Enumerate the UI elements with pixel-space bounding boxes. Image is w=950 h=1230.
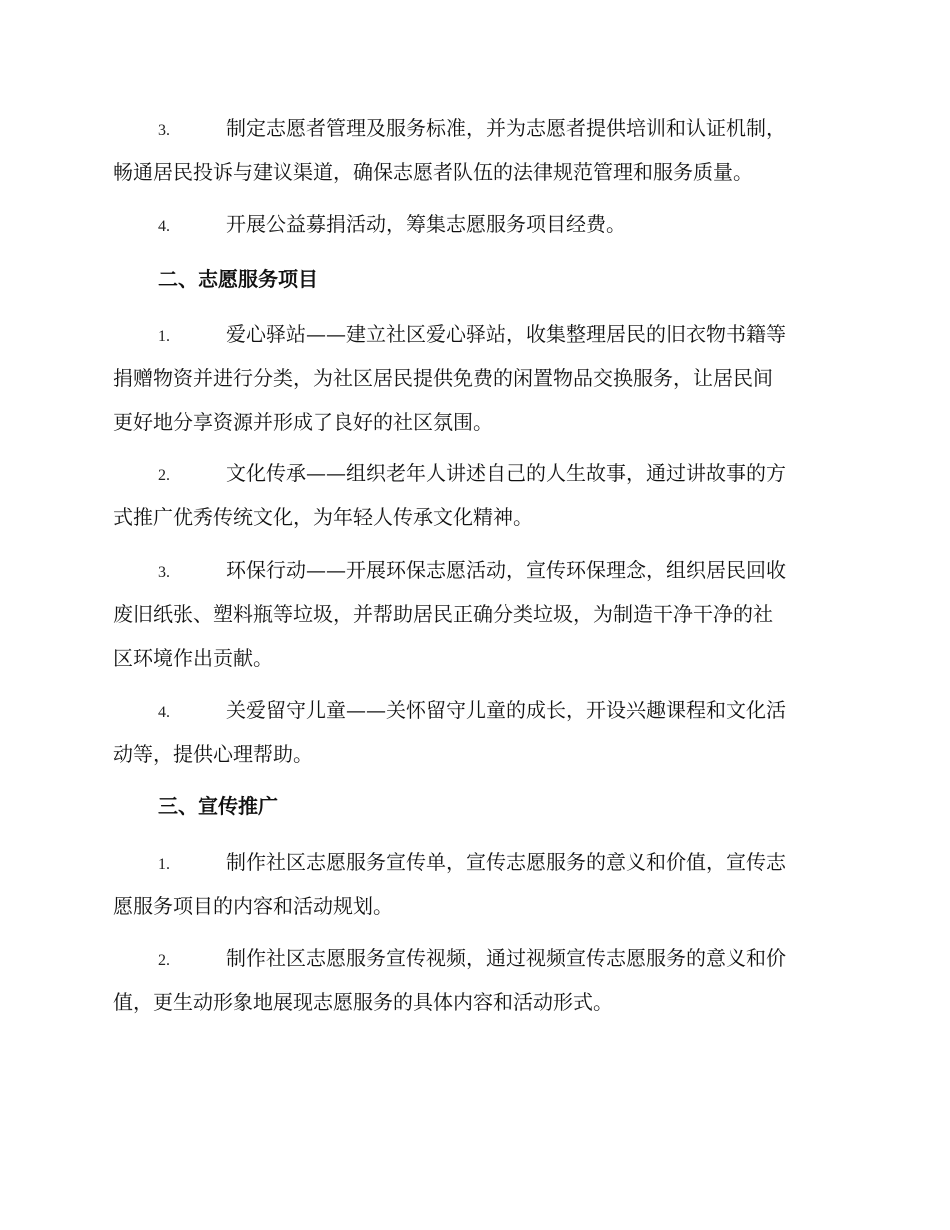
item-text: 愿服务项目的内容和活动规划。 [113,894,393,918]
item-text: 区环境作出贡献。 [113,646,273,670]
item-text: 值，更生动形象地展现志愿服务的具体内容和活动形式。 [113,990,613,1014]
list-item [113,936,833,1024]
item-text: 动等，提供心理帮助。 [113,742,313,766]
list-item [113,106,833,194]
list-item [113,451,833,539]
list-item [113,688,833,776]
item-text: 文化传承——组织老年人讲述自己的人生故事，通过讲故事的方 [226,461,786,485]
item-text: 环保行动——开展环保志愿活动，宣传环保理念，组织居民回收 [226,558,786,582]
item-text: 爱心驿站——建立社区爱心驿站，收集整理居民的旧衣物书籍等 [226,322,786,346]
list-item [113,202,833,246]
section-heading: 二、志愿服务项目 [158,267,318,291]
item-text: 畅通居民投诉与建议渠道，确保志愿者队伍的法律规范管理和服务质量。 [113,160,753,184]
item-number: 3. [158,122,170,139]
item-number: 2. [158,467,170,484]
item-number: 4. [158,218,170,235]
item-number: 3. [158,564,170,581]
item-number: 1. [158,328,170,345]
item-text: 开展公益募捐活动，筹集志愿服务项目经费。 [226,212,626,236]
item-number: 4. [158,704,170,721]
list-item [113,840,833,928]
item-text: 捐赠物资并进行分类，为社区居民提供免费的闲置物品交换服务，让居民间 [113,366,773,390]
section-heading: 三、宣传推广 [158,794,278,818]
item-text: 式推广优秀传统文化，为年轻人传承文化精神。 [113,505,533,529]
item-text: 关爱留守儿童——关怀留守儿童的成长，开设兴趣课程和文化活 [226,698,786,722]
list-item [113,548,833,680]
item-text: 废旧纸张、塑料瓶等垃圾，并帮助居民正确分类垃圾，为制造干净干净的社 [113,602,773,626]
item-number: 2. [158,952,170,969]
item-number: 1. [158,856,170,873]
item-text: 制作社区志愿服务宣传单，宣传志愿服务的意义和价值，宣传志 [226,850,786,874]
list-item [113,312,833,444]
item-text: 更好地分享资源并形成了良好的社区氛围。 [113,410,493,434]
item-text: 制定志愿者管理及服务标准，并为志愿者提供培训和认证机制， [226,116,786,140]
item-text: 制作社区志愿服务宣传视频，通过视频宣传志愿服务的意义和价 [226,946,786,970]
